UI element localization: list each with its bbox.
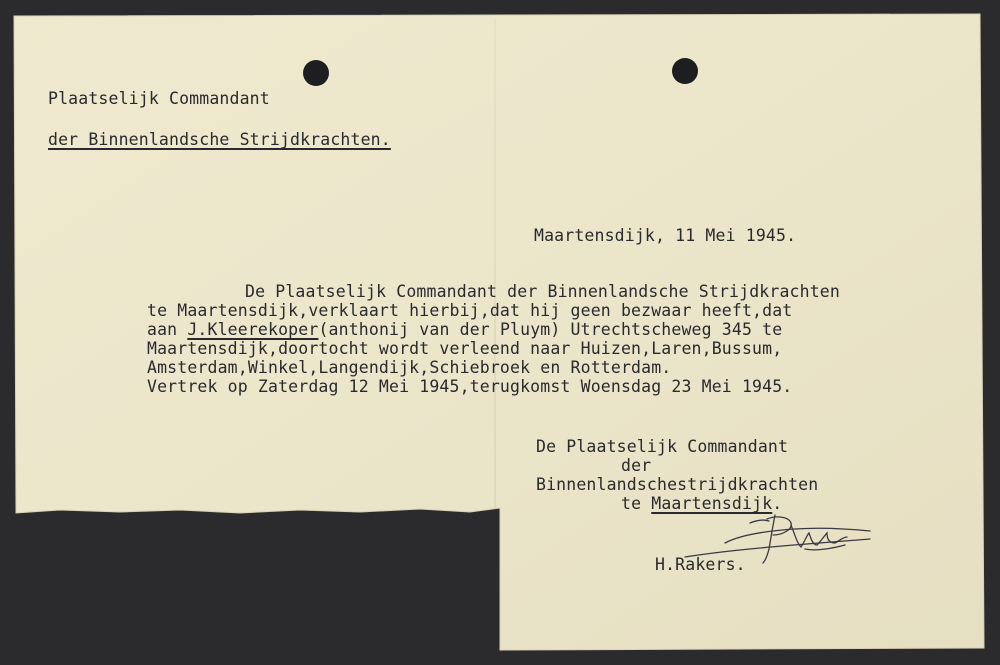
paper-fold: [494, 18, 496, 508]
body-line-3: [147, 321, 782, 339]
closing-line-2: der: [621, 456, 652, 475]
header-line-2: der Binnenlandsche Strijdkrachten.: [48, 130, 391, 149]
punch-hole-right: [672, 58, 698, 84]
body-line-2: te Maartensdijk,verklaart hierbij,dat hij geen bezwaar heeft,dat: [147, 301, 793, 320]
body-line-3-prefix: aan: [147, 320, 188, 339]
punch-hole-left: [303, 60, 329, 86]
traveler-name: J.Kleerekoper: [187, 320, 319, 339]
closing-line-4-prefix: te: [621, 494, 652, 513]
body-line-3-rest: (anthonij van der Pluym) Utrechtscheweg 345 te: [318, 320, 783, 339]
body-line-1: De Plaatselijk Commandant der Binnenlandsche Strijdkrachten: [245, 282, 840, 301]
body-line-4: Maartensdijk,doortocht wordt verleend naar Huizen,Laren,Bussum,: [147, 339, 783, 358]
closing-line-4-suffix: .: [772, 494, 783, 513]
header-line-1: Plaatselijk Commandant: [48, 89, 270, 108]
body-line-6: Vertrek op Zaterdag 12 Mei 1945,terugkomst Woensdag 23 Mei 1945.: [147, 377, 793, 396]
closing-line-3: Binnenlandschestrijdkrachten: [536, 475, 819, 494]
closing-line-1: De Plaatselijk Commandant: [536, 437, 789, 456]
signatory-name: H.Rakers.: [655, 555, 746, 574]
closing-place: Maartensdijk: [651, 494, 773, 513]
body-line-5: Amsterdam,Winkel,Langendijk,Schiebroek en Rotterdam.: [147, 358, 672, 377]
date-line: Maartensdijk, 11 Mei 1945.: [534, 226, 797, 245]
